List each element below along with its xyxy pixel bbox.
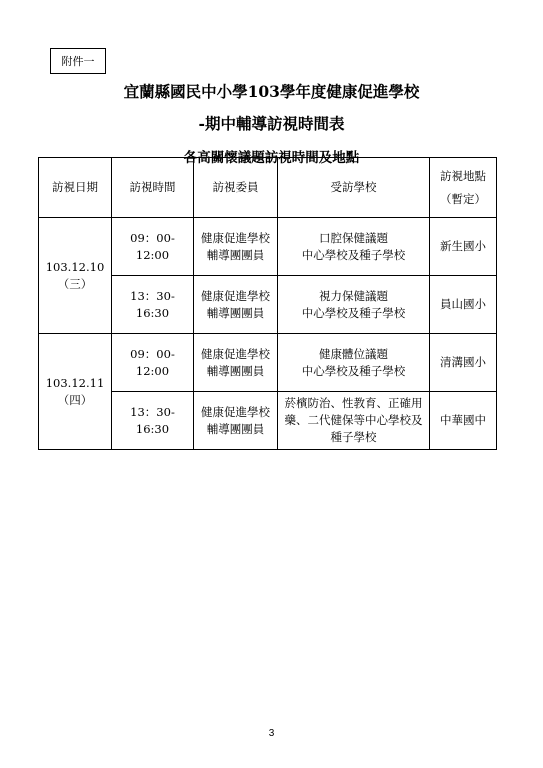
header-location	[430, 158, 497, 218]
school-line: 中心學校及種子學校	[301, 363, 406, 378]
committee-line: 健康促進學校	[201, 230, 270, 245]
header-location-line1: 訪視地點	[440, 168, 486, 183]
visit-time: 13：30-16:30	[112, 392, 194, 450]
document-subtitle: -期中輔導訪視時間表	[198, 114, 345, 133]
document-title: 宜蘭縣國民中小學103學年度健康促進學校	[123, 82, 420, 101]
school-line: 菸檳防治、性教育、正確用	[284, 396, 423, 410]
visited-school	[278, 334, 430, 392]
visit-committee	[194, 334, 278, 392]
page-number: 3	[268, 728, 275, 739]
table-header-row	[39, 158, 497, 218]
visit-date-cell	[39, 218, 112, 334]
visit-time: 13：30-16:30	[112, 276, 194, 334]
visit-weekday: （三）	[57, 276, 93, 291]
committee-line: 輔導團團員	[206, 247, 265, 262]
visit-time: 09：00-12:00	[112, 334, 194, 392]
school-line: 種子學校	[330, 430, 377, 444]
visit-location: 清溝國小	[430, 334, 497, 392]
table-caption: 各高關懷議題訪視時間及地點	[183, 150, 360, 166]
visit-location: 員山國小	[430, 276, 497, 334]
header-committee: 訪視委員	[194, 158, 278, 218]
school-line: 中心學校及種子學校	[301, 247, 406, 262]
school-line: 視力保健議題	[319, 288, 388, 303]
visited-school	[278, 392, 430, 450]
header-date: 訪視日期	[39, 158, 112, 218]
visit-committee	[194, 276, 278, 334]
visit-location: 新生國小	[430, 218, 497, 276]
visit-date: 103.12.10	[45, 259, 105, 274]
committee-line: 輔導團團員	[206, 421, 265, 436]
visit-time: 09：00-12:00	[112, 218, 194, 276]
visit-weekday: （四）	[57, 392, 93, 407]
committee-line: 健康促進學校	[201, 288, 270, 303]
table-row	[39, 334, 497, 392]
committee-line: 健康促進學校	[201, 346, 270, 361]
visit-date-cell	[39, 334, 112, 450]
table-row	[39, 218, 497, 276]
visit-schedule-table	[38, 157, 497, 450]
committee-line: 輔導團團員	[206, 363, 265, 378]
visited-school	[278, 276, 430, 334]
visit-committee	[194, 218, 278, 276]
school-line: 藥、二代健保等中心學校及	[284, 413, 423, 427]
visited-school	[278, 218, 430, 276]
header-time: 訪視時間	[112, 158, 194, 218]
visit-location: 中華國中	[430, 392, 497, 450]
committee-line: 輔導團團員	[206, 305, 265, 320]
school-line: 口腔保健議題	[319, 230, 388, 245]
committee-line: 健康促進學校	[201, 404, 270, 419]
school-line: 健康體位議題	[319, 346, 388, 361]
school-line: 中心學校及種子學校	[301, 305, 406, 320]
visit-committee	[194, 392, 278, 450]
attachment-label: 附件一	[50, 48, 106, 74]
header-school: 受訪學校	[278, 158, 430, 218]
visit-date: 103.12.11	[45, 375, 105, 390]
header-location-line2: （暫定）	[440, 191, 486, 206]
